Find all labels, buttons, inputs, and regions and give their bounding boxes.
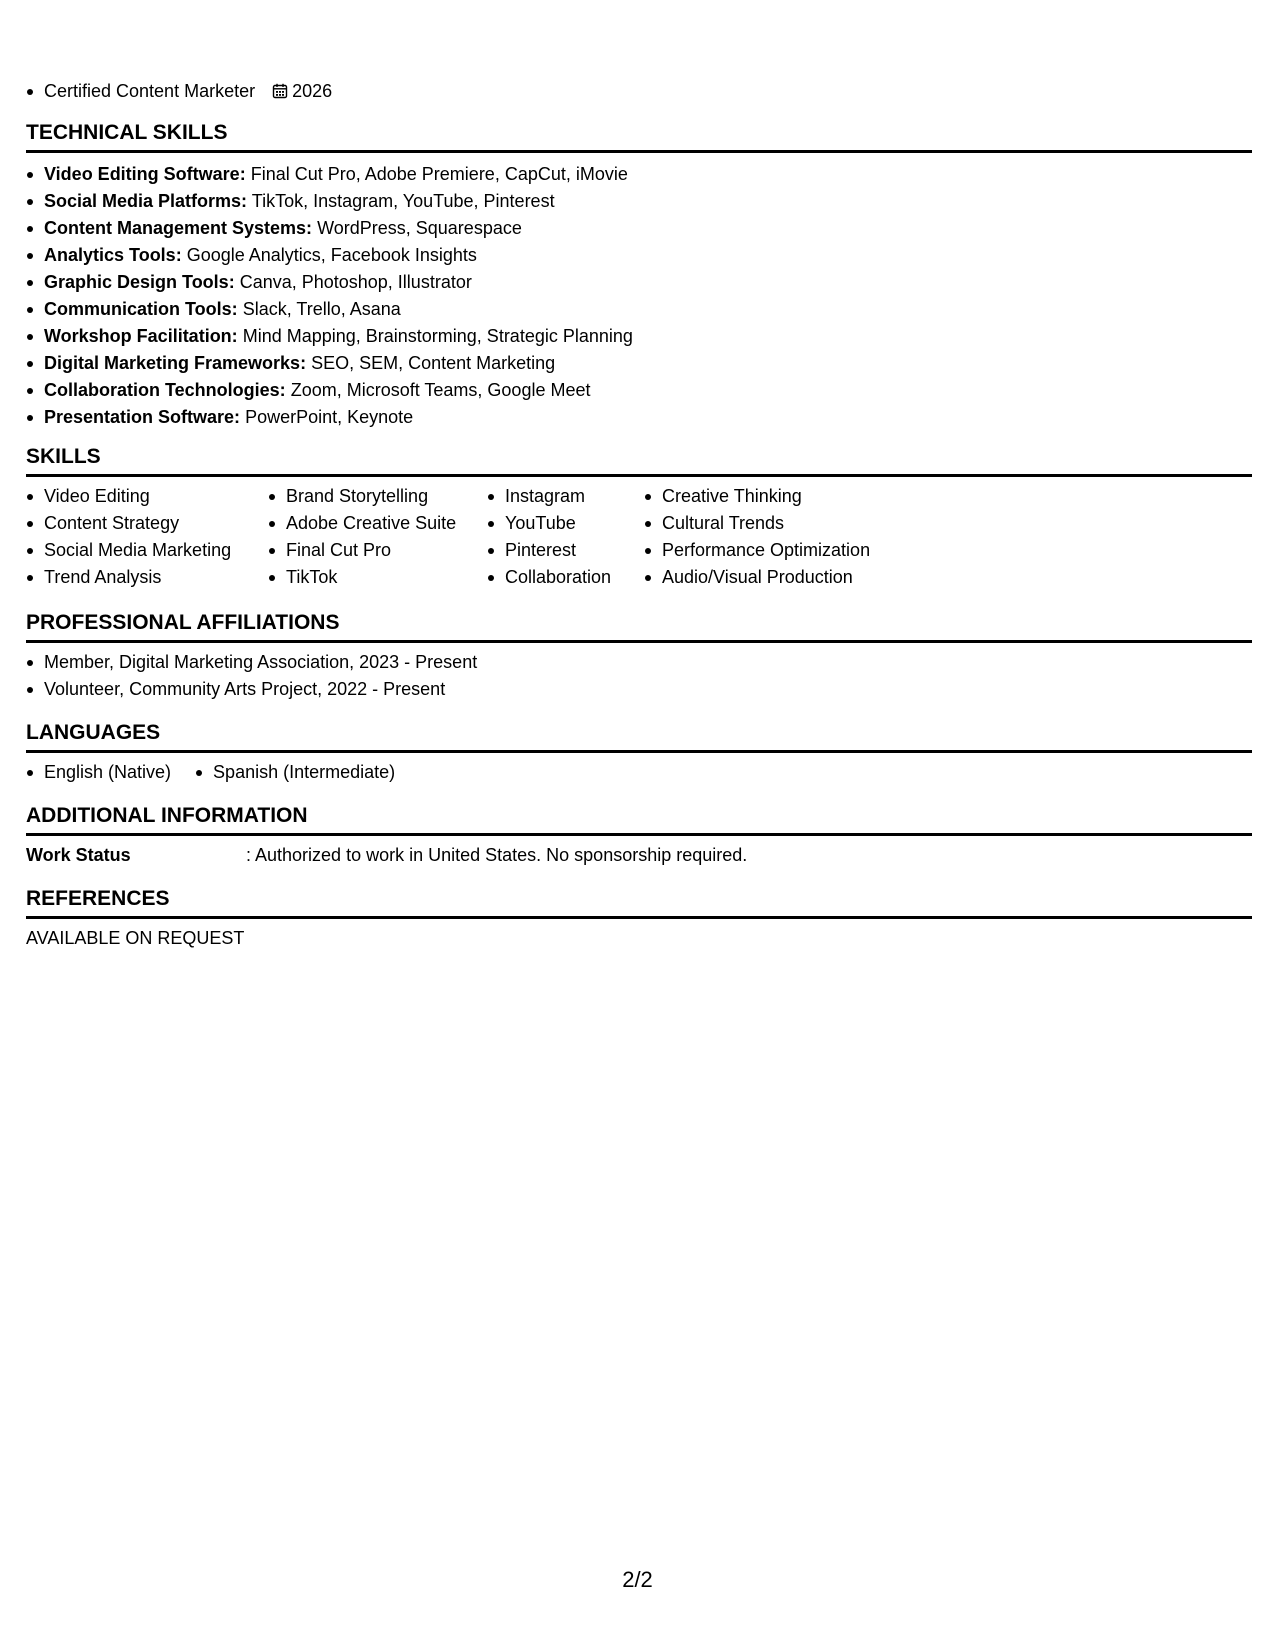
skill-item: Audio/Visual Production bbox=[644, 564, 904, 591]
technical-skill-item bbox=[26, 377, 1252, 404]
technical-skill-value: Slack, Trello, Asana bbox=[242, 299, 401, 319]
technical-skill-value: WordPress, Squarespace bbox=[317, 218, 522, 238]
skill-item: TikTok bbox=[268, 564, 487, 591]
section-title: LANGUAGES bbox=[26, 720, 1252, 753]
affiliation-item: Volunteer, Community Arts Project, 2022 - Present bbox=[26, 676, 1252, 703]
affiliations-section bbox=[26, 610, 1252, 703]
info-row bbox=[26, 842, 1252, 869]
technical-skill-label: Communication Tools: bbox=[44, 299, 238, 319]
skills-column bbox=[487, 483, 644, 591]
references-section bbox=[26, 886, 1252, 952]
technical-skill-value: Final Cut Pro, Adobe Premiere, CapCut, iMovie bbox=[250, 164, 628, 184]
section-title: SKILLS bbox=[26, 444, 1252, 477]
languages-list bbox=[26, 753, 1252, 786]
technical-skills-list bbox=[26, 153, 1252, 431]
technical-skill-item bbox=[26, 161, 1252, 188]
skill-item: Adobe Creative Suite bbox=[268, 510, 487, 537]
skill-item: Pinterest bbox=[487, 537, 644, 564]
skill-item: Content Strategy bbox=[26, 510, 268, 537]
references-text: AVAILABLE ON REQUEST bbox=[26, 928, 245, 948]
section-title: ADDITIONAL INFORMATION bbox=[26, 803, 1252, 836]
calendar-icon bbox=[272, 83, 288, 99]
certification-name: Certified Content Marketer bbox=[44, 81, 256, 101]
section-title: REFERENCES bbox=[26, 886, 1252, 919]
technical-skill-label: Presentation Software: bbox=[44, 407, 241, 427]
skills-column bbox=[26, 483, 268, 591]
skill-item: Creative Thinking bbox=[644, 483, 904, 510]
certifications-list bbox=[26, 78, 332, 105]
technical-skill-label: Graphic Design Tools: bbox=[44, 272, 235, 292]
skill-item: Collaboration bbox=[487, 564, 644, 591]
info-label: Work Status bbox=[26, 845, 131, 865]
technical-skill-value: Zoom, Microsoft Teams, Google Meet bbox=[290, 380, 591, 400]
technical-skill-item bbox=[26, 242, 1252, 269]
skills-section bbox=[26, 444, 1252, 591]
skill-item: YouTube bbox=[487, 510, 644, 537]
technical-skill-value: SEO, SEM, Content Marketing bbox=[311, 353, 556, 373]
affiliations-list bbox=[26, 643, 1252, 703]
technical-skill-label: Digital Marketing Frameworks: bbox=[44, 353, 307, 373]
skill-item: Performance Optimization bbox=[644, 537, 904, 564]
technical-skill-value: PowerPoint, Keynote bbox=[245, 407, 414, 427]
technical-skill-value: Mind Mapping, Brainstorming, Strategic Planning bbox=[242, 326, 633, 346]
section-title: PROFESSIONAL AFFILIATIONS bbox=[26, 610, 1252, 643]
skill-item: Cultural Trends bbox=[644, 510, 904, 537]
additional-info-body bbox=[26, 836, 1252, 869]
technical-skill-value: Canva, Photoshop, Illustrator bbox=[239, 272, 472, 292]
skill-item: Trend Analysis bbox=[26, 564, 268, 591]
technical-skill-item bbox=[26, 269, 1252, 296]
section-title: TECHNICAL SKILLS bbox=[26, 120, 1252, 153]
technical-skill-label: Content Management Systems: bbox=[44, 218, 313, 238]
technical-skill-label: Collaboration Technologies: bbox=[44, 380, 286, 400]
skill-item: Brand Storytelling bbox=[268, 483, 487, 510]
technical-skill-item bbox=[26, 296, 1252, 323]
skill-item: Instagram bbox=[487, 483, 644, 510]
skills-column bbox=[644, 483, 904, 591]
technical-skill-value: Google Analytics, Facebook Insights bbox=[186, 245, 477, 265]
info-value: : Authorized to work in United States. No sponsorship required. bbox=[246, 845, 748, 865]
language-item: Spanish (Intermediate) bbox=[195, 759, 395, 786]
additional-info-section bbox=[26, 803, 1252, 869]
technical-skill-label: Analytics Tools: bbox=[44, 245, 182, 265]
technical-skill-label: Workshop Facilitation: bbox=[44, 326, 238, 346]
technical-skill-label: Video Editing Software: bbox=[44, 164, 246, 184]
page-number: 2/2 bbox=[622, 1567, 653, 1592]
technical-skill-item bbox=[26, 350, 1252, 377]
language-item: English (Native) bbox=[26, 759, 171, 786]
certification-item bbox=[26, 78, 332, 105]
certification-year: 2026 bbox=[292, 81, 333, 101]
technical-skill-item bbox=[26, 215, 1252, 242]
technical-skills-section bbox=[26, 120, 1252, 431]
technical-skill-item bbox=[26, 323, 1252, 350]
technical-skill-value: TikTok, Instagram, YouTube, Pinterest bbox=[251, 191, 555, 211]
skill-item: Final Cut Pro bbox=[268, 537, 487, 564]
affiliation-item: Member, Digital Marketing Association, 2023 - Present bbox=[26, 649, 1252, 676]
technical-skill-item bbox=[26, 404, 1252, 431]
skills-grid bbox=[26, 477, 1252, 591]
skill-item: Video Editing bbox=[26, 483, 268, 510]
technical-skill-item bbox=[26, 188, 1252, 215]
skill-item: Social Media Marketing bbox=[26, 537, 268, 564]
languages-section bbox=[26, 720, 1252, 786]
skills-column bbox=[268, 483, 487, 591]
technical-skill-label: Social Media Platforms: bbox=[44, 191, 248, 211]
